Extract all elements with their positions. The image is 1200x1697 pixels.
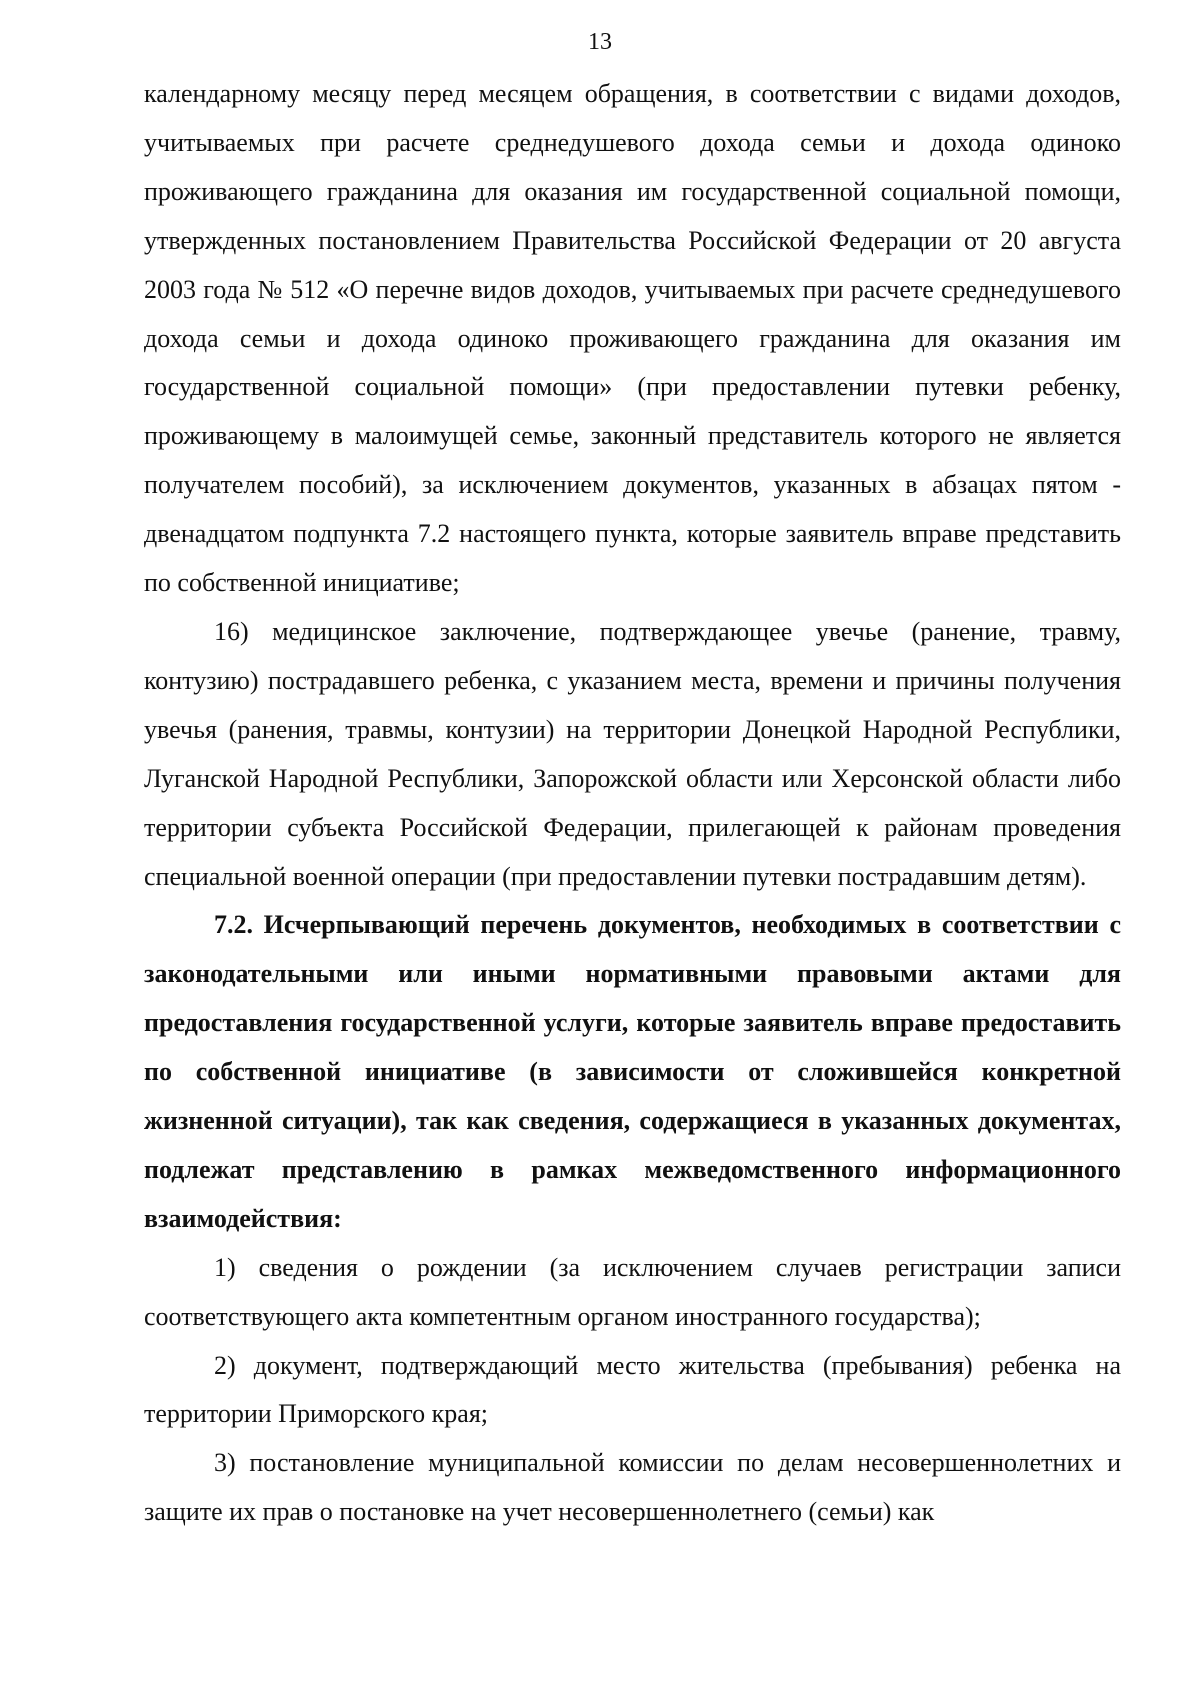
document-body xyxy=(144,70,1121,1537)
paragraph-item-16-medical-conclusion: 16) медицинское заключение, подтверждающее увечье (ранение, травму, контузию) пострадавшего ребенка, с указанием места, времени и причины получения увечья (ранения, травмы, контузии) на территории Донецкой Народной Республики, Луганской Народной Республики, Запорожской области или Херсонской области либо территории субъекта Российской Федерации, прилегающей к районам проведения специальной военной операции (при предоставлении путевки пострадавшим детям). xyxy=(144,616,1121,891)
paragraph-item-2-residence-document: 2) документ, подтверждающий место жительства (пребывания) ребенка на территории Приморского края; xyxy=(144,1350,1121,1429)
section-7-2-heading: 7.2. Исчерпывающий перечень документов, необходимых в соответствии с законодательными или иными нормативными правовыми актами для предоставления государственной услуги, которые заявитель вправе предоставить по собственной инициативе (в зависимости от сложившейся конкретной жизненной ситуации), так как сведения, содержащиеся в указанных документах, подлежат представлению в рамках межведомственного информационного взаимодействия: xyxy=(144,910,1121,1233)
page-number: 13 xyxy=(588,29,612,55)
paragraph-income-documents-continuation: календарному месяцу перед месяцем обращения, в соответствии с видами доходов, учитываемых при расчете среднедушевого дохода семьи и дохода одиноко проживающего гражданина для оказания им государственной социальной помощи, утвержденных постановлением Правительства Российской Федерации от 20 августа 2003 года № 512 «О перечне видов доходов, учитываемых при расчете среднедушевого дохода семьи и дохода одиноко проживающего гражданина для оказания им государственной социальной помощи» (при предоставлении путевки ребенку, проживающему в малоимущей семье, законный представитель которого не является получателем пособий), за исключением документов, указанных в абзацах пятом - двенадцатом подпункта 7.2 настоящего пункта, которые заявитель вправе представить по собственной инициативе; xyxy=(144,79,1121,598)
paragraph-item-1-birth-info: 1) сведения о рождении (за исключением случаев регистрации записи соответствующего акта компетентным органом иностранного государства); xyxy=(144,1252,1121,1331)
paragraph-item-3-commission-resolution: 3) постановление муниципальной комиссии по делам несовершеннолетних и защите их прав о постановке на учет несовершеннолетнего (семьи) как xyxy=(144,1448,1121,1527)
